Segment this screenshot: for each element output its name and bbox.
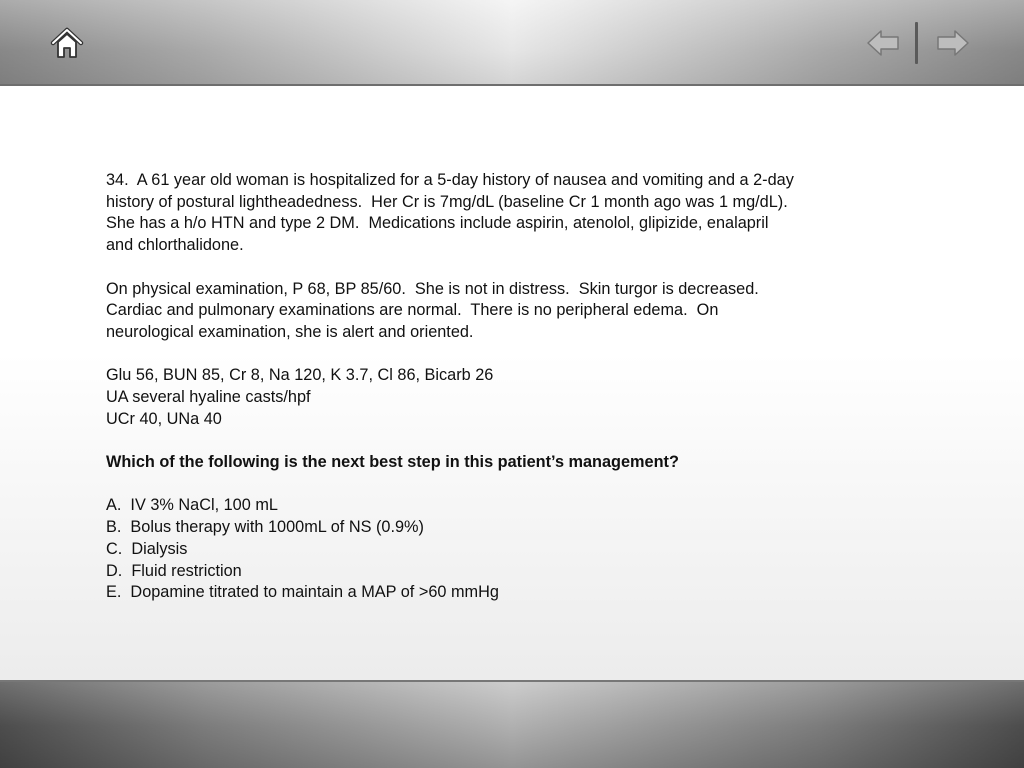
lab-line: UCr 40, UNa 40 bbox=[106, 409, 222, 428]
stem-line: She has a h/o HTN and type 2 DM. Medications include aspirin, atenolol, glipizide, enalapril bbox=[106, 214, 769, 233]
nav-divider bbox=[915, 22, 918, 64]
exam-line: neurological examination, she is alert and oriented. bbox=[106, 322, 474, 341]
question-block bbox=[106, 170, 896, 626]
slide-navigation bbox=[866, 22, 974, 64]
exam-line: On physical examination, P 68, BP 85/60. She is not in distress. Skin turgor is decreased. bbox=[106, 279, 759, 298]
physical-exam bbox=[106, 279, 896, 344]
lab-line: Glu 56, BUN 85, Cr 8, Na 120, K 3.7, Cl 86, Bicarb 26 bbox=[106, 366, 494, 385]
answer-option-b: B. Bolus therapy with 1000mL of NS (0.9%) bbox=[106, 518, 424, 537]
arrow-right-icon bbox=[936, 27, 970, 59]
answer-options bbox=[106, 495, 896, 604]
top-toolbar bbox=[0, 0, 1024, 86]
stem-line: and chlorthalidone. bbox=[106, 236, 244, 255]
answer-option-e: E. Dopamine titrated to maintain a MAP of >60 mmHg bbox=[106, 583, 499, 602]
next-slide-button[interactable] bbox=[936, 27, 970, 59]
exam-line: Cardiac and pulmonary examinations are normal. There is no peripheral edema. On bbox=[106, 301, 719, 320]
question-prompt: Which of the following is the next best step in this patient’s management? bbox=[106, 453, 679, 472]
question-prompt-paragraph bbox=[106, 452, 896, 474]
stem-line: history of postural lightheadedness. Her Cr is 7mg/dL (baseline Cr 1 month ago was 1 mg/dL). bbox=[106, 192, 788, 211]
arrow-left-icon bbox=[866, 27, 900, 59]
home-icon bbox=[49, 26, 85, 60]
answer-option-d: D. Fluid restriction bbox=[106, 561, 242, 580]
stem-line: 34. A 61 year old woman is hospitalized for a 5-day history of nausea and vomiting and a 2-day bbox=[106, 171, 794, 189]
lab-results bbox=[106, 365, 896, 430]
home-button[interactable] bbox=[49, 26, 85, 60]
lab-line: UA several hyaline casts/hpf bbox=[106, 388, 311, 406]
answer-option-c: C. Dialysis bbox=[106, 539, 188, 558]
answer-option-a: A. IV 3% NaCl, 100 mL bbox=[106, 496, 278, 515]
bottom-bar bbox=[0, 680, 1024, 768]
previous-slide-button[interactable] bbox=[866, 27, 900, 59]
question-stem bbox=[106, 170, 896, 257]
